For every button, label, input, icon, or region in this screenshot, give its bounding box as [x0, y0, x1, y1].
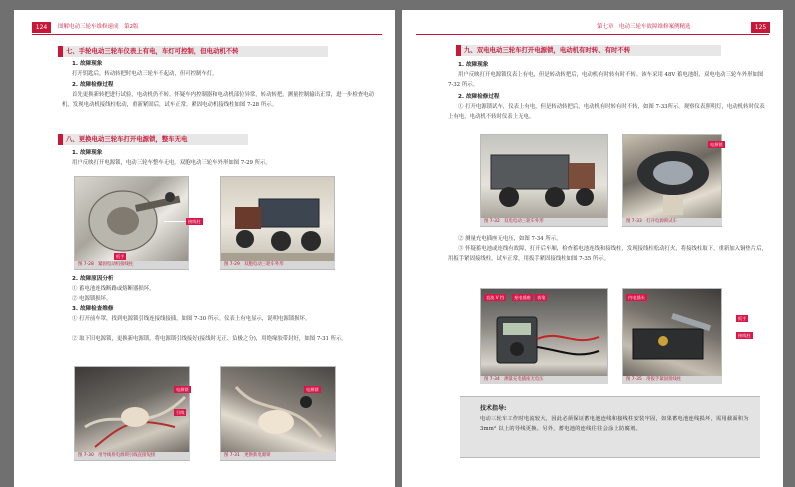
figure-caption: 图 7-35 用扳手紧固接线柱 [622, 376, 722, 384]
label-tag: 电源锁 [710, 142, 723, 147]
label-tag: 电源锁 [176, 387, 189, 392]
page-number: 125 [751, 22, 770, 33]
label-tag: 引线 [176, 410, 185, 415]
tighten-terminal-photo [622, 288, 722, 384]
right-page [402, 10, 783, 487]
label-tag: 扳手 [738, 316, 747, 321]
label-tag: 接线柱 [188, 219, 201, 224]
tricycle-photo [220, 176, 335, 270]
leader-line [164, 221, 186, 222]
section-title: 八、更换电动三轮车打开电源锁，整车无电 [58, 134, 248, 145]
header-rule [32, 34, 382, 35]
figure-caption: 图 7-32 双电电动三轮车外形 [480, 218, 608, 226]
tip-title: 技术指导: [480, 405, 507, 412]
subheading: 1. 故障现象 [458, 62, 489, 68]
subheading: 2. 故障检修过程 [72, 82, 114, 88]
power-lock-wires-photo [74, 366, 190, 461]
label-tag: 电源锁 [306, 387, 319, 392]
running-header: 图解电动三轮车维修速成 第2版 [58, 24, 139, 30]
paragraph: 用户反映打开电源锁仪表上有电，但是转动转把后，电动机有时转有时不转。该车采用 48V 蓄电池组，双电电动三轮车外形如图 7-32 所示。 [448, 72, 764, 88]
paragraph: 打开钥匙后，转动转把时电动三轮车不起动，但可控制车灯。 [72, 71, 218, 77]
figure-caption: 图 7-30 用导线将电源锁引线直接短接 [74, 452, 190, 460]
section-title: 七、手轮电动三轮车仪表上有电，车灯可控制，但电动机不转 [58, 46, 328, 57]
motor-terminal-photo [74, 176, 189, 270]
paragraph: ② 测量充电插座无电压，如图 7-34 所示。 [458, 236, 562, 242]
paragraph: ② 取下旧电源锁，更换新电源锁，将电源锁引线接好(接线时无正、负极之分)，用绝缘胶带封好，如图 7-31 所示。 [72, 336, 347, 342]
label-tag: 内电插头 [628, 295, 645, 300]
dashboard-test-photo [622, 134, 722, 227]
label-tag: 扳手 [116, 254, 125, 259]
figure-caption: 图 7-29 双胞电动三轮车外形 [220, 261, 335, 269]
label-tag: 直流 V 挡 [486, 295, 505, 300]
label-tag: 表笔 [537, 295, 546, 300]
header-rule [416, 34, 769, 35]
charging-socket-measure-photo [480, 288, 608, 384]
subheading: 2. 故障原因分析 [72, 276, 114, 282]
paragraph: ② 电源锁损坏。 [72, 296, 112, 302]
label-tag: 充电插座 [514, 295, 531, 300]
figure-caption: 图 7-31 更换新电源锁 [220, 452, 336, 460]
paragraph: 用户反映打开电源锁，电动三轮车整车无电。双胞电动三轮车外形如图 7-29 所示。 [72, 160, 271, 166]
paragraph: ① 打开电源锁试车，仪表上有电，但是转动转把后，电动机有时转有时不转，如图 7-33所示。观察仪表照明灯，电动机转时仪表上有电，电动机不转时仪表上无电。 [448, 104, 765, 120]
left-page [14, 10, 395, 487]
paragraph: 首先更换新转把进行试验，电动机仍不转。怀疑车内控制器和电动机部位异常，转动转把，测量控制输出正常，进一步检查电动机，发现电动机接线柱松动，重新紧固后，试车正常。紧固电动机接线柱如图 7-28 所示。 [62, 92, 374, 108]
label-tag: 接线柱 [738, 333, 751, 338]
dual-battery-tricycle-photo [480, 134, 608, 227]
subheading: 2. 故障检修过程 [458, 94, 500, 100]
subheading: 3. 故障检查维修 [72, 306, 114, 312]
running-header: 第七章 电动三轮车故障维修案例精选 [597, 24, 691, 30]
paragraph: ① 打开前车罩，找到电源锁引线连接线接插，如图 7-30 所示。仪表上有电显示，说明电源锁损坏。 [72, 316, 311, 322]
section-title: 九、双电电动三轮车打开电源锁，电动机有时转、有时不转 [456, 45, 721, 56]
technical-guidance-box [460, 396, 760, 458]
paragraph: ③ 怀疑蓄电池或连线有故障，打开后车厢，检查蓄电池连线和接线柱，发现接线柱松动打火，将接线柱取下，重新加入铜垫片后，用扳手紧固接线柱，试车正常，用扳手紧固接线柱如图 7-35 所示。 [448, 246, 767, 262]
page-number: 124 [32, 22, 51, 33]
subheading: 1. 故障现象 [72, 150, 103, 156]
subheading: 1. 故障现象 [72, 61, 103, 67]
figure-caption: 图 7-28 紧固电动机接线柱 [74, 261, 189, 269]
figure-caption: 图 7-33 打开电源锁试车 [622, 218, 722, 226]
tip-body: 电动三轮车工作时电流较大，因此必须保证蓄电池连线和接线柱安装牢固，如果蓄电池连线损坏，需用截面积为 3mm² 以上的导线更换。另外，蓄电池的连线往往会涂上防腐剂。 [480, 416, 749, 432]
new-power-lock-photo [220, 366, 336, 461]
figure-caption: 图 7-34 测量充电插座无电压 [480, 376, 608, 384]
paragraph: ① 蓄电池连线断路或熔断器损坏。 [72, 286, 155, 292]
